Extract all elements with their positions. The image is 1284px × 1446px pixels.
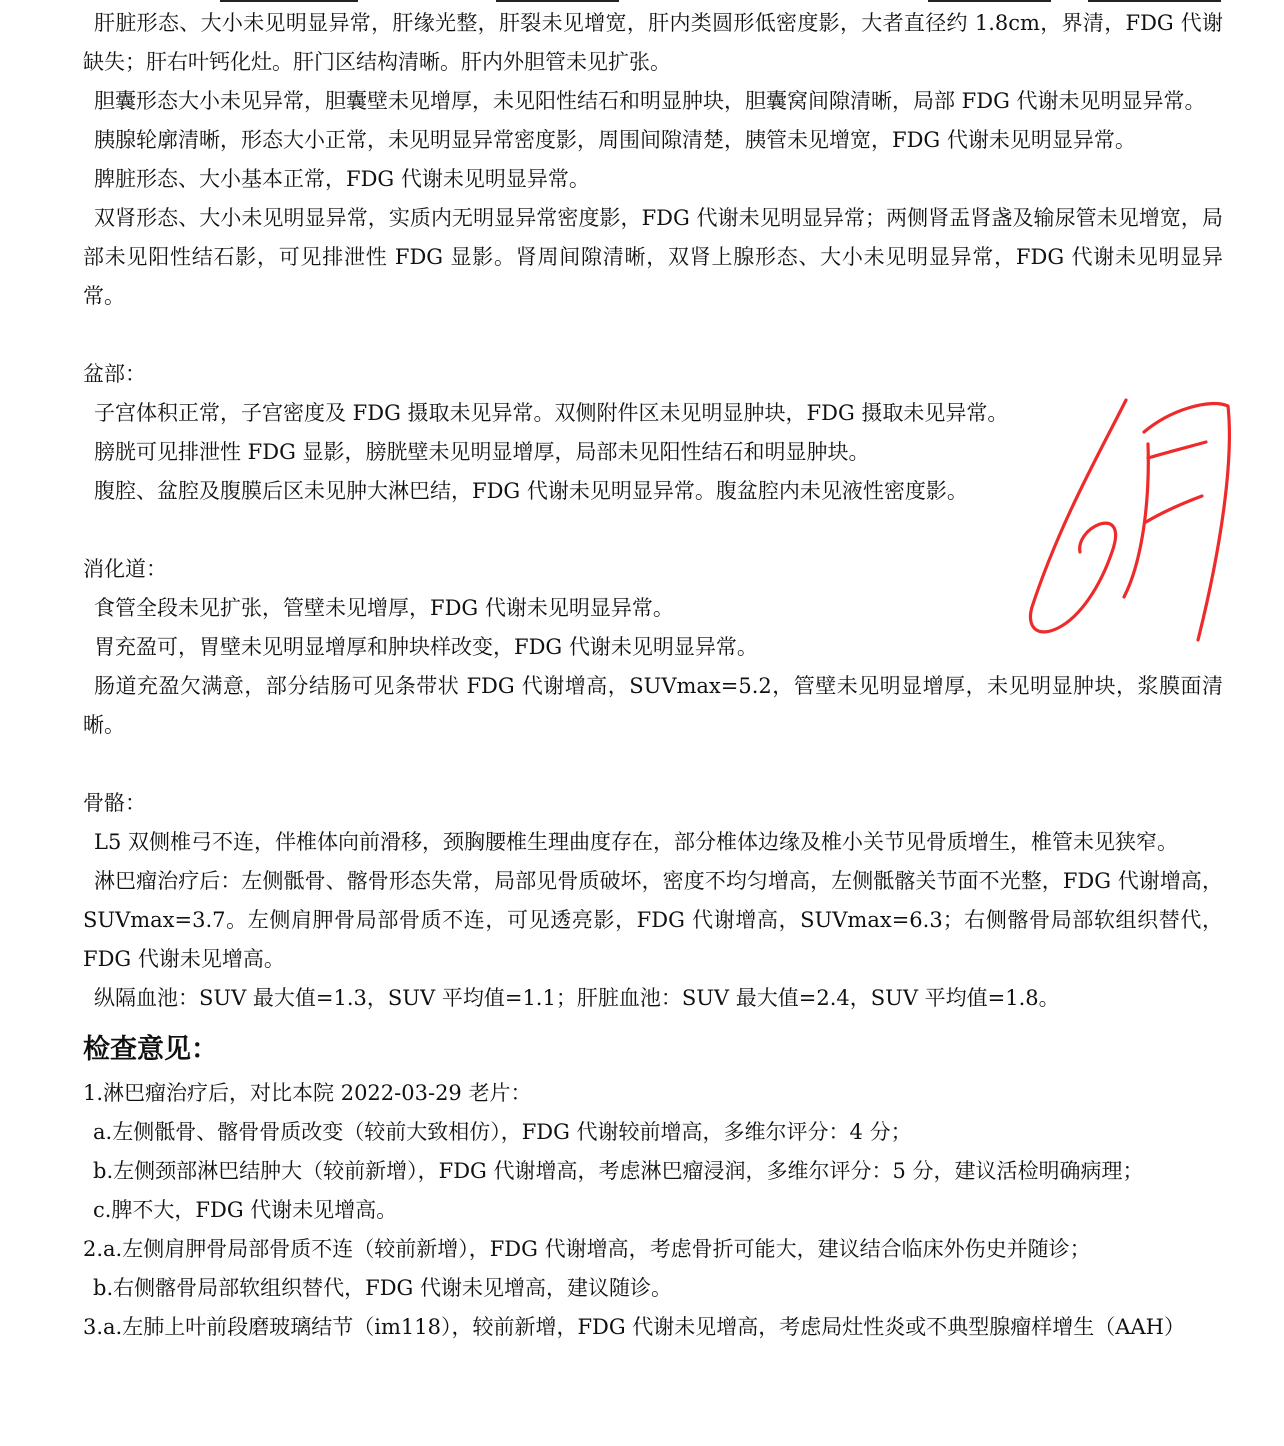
kidneys-finding: 双肾形态、大小未见明显异常，实质内无明显异常密度影，FDG 代谢未见明显异常；两侧肾盂肾盏及输尿管未见增宽，局部未见阳性结石影，可见排泄性 FDG 显影。肾周间隙清晰，双肾上腺形态、大小未见明显异常，FDG 代谢未见明显异常。 xyxy=(83,206,1223,308)
conclusion-item-1b: b.左侧颈部淋巴结肿大（较前新增），FDG 代谢增高，考虑淋巴瘤浸润，多维尔评分：5 分，建议活检明确病理； xyxy=(93,1159,1144,1183)
top-rule-lines xyxy=(83,0,1223,4)
bone-section-title: 骨骼： xyxy=(83,791,146,815)
bone-finding-lymphoma: 淋巴瘤治疗后：左侧骶骨、髂骨形态失常，局部见骨质破坏，密度不均匀增高，左侧骶髂关节面不光整，FDG 代谢增高，SUVmax=3.7。左侧肩胛骨局部骨质不连，可见透亮影，FDG 代谢增高，SUVmax=6.3；右侧髂骨局部软组织替代，FDG 代谢未见增高。 xyxy=(83,869,1223,971)
pancreas-finding: 胰腺轮廓清晰，形态大小正常，未见明显异常密度影，周围间隙清楚，胰管未见增宽，FDG 代谢未见明显异常。 xyxy=(94,128,1136,152)
digestive-section-title: 消化道： xyxy=(83,557,167,581)
pelvis-section-title: 盆部： xyxy=(83,362,146,386)
conclusion-item-1c: c.脾不大，FDG 代谢未见增高。 xyxy=(93,1198,398,1222)
conclusion-item-1: 1.淋巴瘤治疗后，对比本院 2022-03-29 老片： xyxy=(83,1081,532,1105)
month-char-inner-stroke-2 xyxy=(1146,496,1202,522)
conclusion-item-1a: a.左侧骶骨、髂骨骨质改变（较前大致相仿），FDG 代谢较前增高，多维尔评分：4 分； xyxy=(93,1120,912,1144)
report-page xyxy=(83,0,1223,1347)
digestive-finding-bowel: 肠道充盈欠满意，部分结肠可见条带状 FDG 代谢增高，SUVmax=5.2，管壁未见明显增厚，未见明显肿块，浆膜面清晰。 xyxy=(83,674,1223,737)
digit-6-stroke xyxy=(1030,400,1126,632)
handwriting-strokes xyxy=(1030,400,1229,640)
conclusion-item-3a: 3.a.左肺上叶前段磨玻璃结节（im118），较前新增，FDG 代谢未见增高，考虑局灶性炎或不典型腺瘤样增生（AAH） xyxy=(83,1315,1185,1339)
month-char-top-right-stroke xyxy=(1144,404,1229,640)
conclusion-item-2b: b.右侧髂骨局部软组织替代，FDG 代谢未见增高，建议随诊。 xyxy=(93,1276,672,1300)
spleen-finding: 脾脏形态、大小基本正常，FDG 代谢未见明显异常。 xyxy=(94,167,590,191)
pelvis-finding-bladder: 膀胱可见排泄性 FDG 显影，膀胱壁未见明显增厚，局部未见阳性结石和明显肿块。 xyxy=(94,440,870,464)
blood-pool-values: 纵隔血池：SUV 最大值=1.3，SUV 平均值=1.1；肝脏血池：SUV 最大值=2.4，SUV 平均值=1.8。 xyxy=(94,986,1060,1010)
conclusion-heading: 检查意见： xyxy=(83,1034,218,1065)
gallbladder-finding: 胆囊形态大小未见异常，胆囊壁未见增厚，未见阳性结石和明显肿块，胆囊窝间隙清晰，局部 FDG 代谢未见明显异常。 xyxy=(94,89,1206,113)
month-char-inner-stroke-1 xyxy=(1148,442,1206,458)
digestive-finding-esophagus: 食管全段未见扩张，管壁未见增厚，FDG 代谢未见明显异常。 xyxy=(94,596,674,620)
pelvis-finding-lymph: 腹腔、盆腔及腹膜后区未见肿大淋巴结，FDG 代谢未见明显异常。腹盆腔内未见液性密度影。 xyxy=(94,479,968,503)
conclusion-item-2a: 2.a.左侧肩胛骨局部骨质不连（较前新增），FDG 代谢增高，考虑骨折可能大，建议结合临床外伤史并随诊； xyxy=(83,1237,1091,1261)
month-char-left-stroke xyxy=(1124,444,1148,597)
bone-finding-spine: L5 双侧椎弓不连，伴椎体向前滑移，颈胸腰椎生理曲度存在，部分椎体边缘及椎小关节见骨质增生，椎管未见狭窄。 xyxy=(94,830,1178,854)
handwritten-annotation xyxy=(1020,392,1240,644)
pelvis-finding-uterus: 子宫体积正常，子宫密度及 FDG 摄取未见异常。双侧附件区未见明显肿块，FDG 摄取未见异常。 xyxy=(94,401,1009,425)
liver-finding: 肝脏形态、大小未见明显异常，肝缘光整，肝裂未见增宽，肝内类圆形低密度影，大者直径约 1.8cm，界清，FDG 代谢缺失；肝右叶钙化灶。肝门区结构清晰。肝内外胆管未见扩张。 xyxy=(83,11,1223,74)
digestive-finding-stomach: 胃充盈可，胃壁未见明显增厚和肿块样改变，FDG 代谢未见明显异常。 xyxy=(94,635,758,659)
